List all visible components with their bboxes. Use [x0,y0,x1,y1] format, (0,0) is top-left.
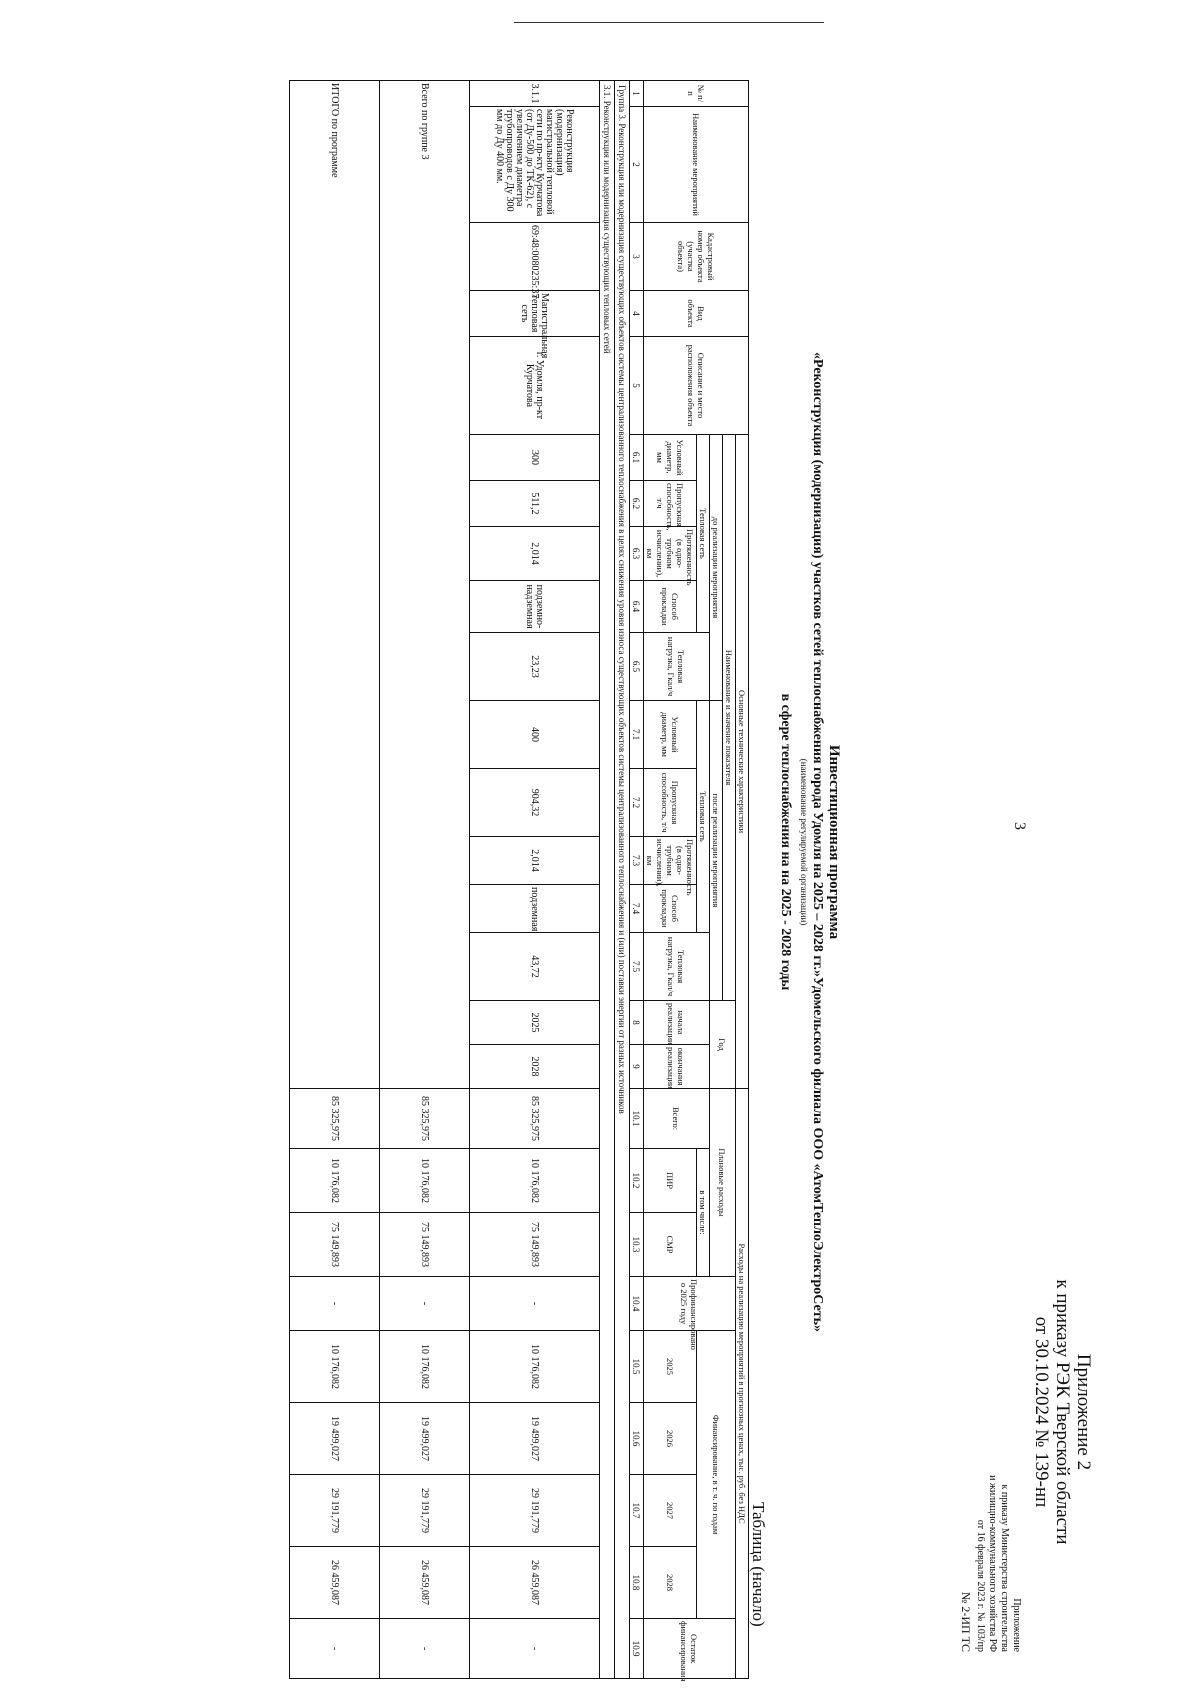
cell-financed: - [470,1277,600,1331]
cell-smr: 75 149,893 [470,1213,600,1277]
column-number: 10.7 [630,1475,644,1547]
appendix-small-l1: Приложение [1011,1598,1022,1652]
cell-cadastral: 69:48:0080235:37 [470,223,600,291]
group-3-1-label: 3.1. Реконструкция или модернизация существующих тепловых сетей [600,81,615,1679]
sum-group-total: 85 325,975 [380,1089,470,1149]
column-number: 7.5 [630,933,644,1001]
h-tech: Основные технические характеристики [736,435,749,1089]
cell-start: 2025 [470,1001,600,1045]
cell-name: Реконструкция (модернизация) магистральной тепловой сети по пр-кту Курчатова (от Ду-500 до ТК-62), с увеличением диаметра трубопроводов с Ду 300 мм до Ду 400 мм. [470,107,600,223]
cell-num: 3.1.1 [470,81,600,107]
sum-group-y2027: 29 191,779 [380,1475,470,1547]
h-length-before: Протяженность (в одно-трубном исчислении), км [644,527,697,581]
column-number: 5 [630,337,644,435]
h-year: Год [710,1001,736,1089]
h-y2026: 2026 [644,1403,697,1475]
h-capacity-before: Пропускная способность, т/ч [644,481,697,527]
column-number: 10.9 [630,1619,644,1679]
h-load-before: Тепловая нагрузка, Гкал/ч [644,633,710,701]
sum-total-total: 85 325,975 [290,1089,380,1149]
program-title-4: в сфере теплоснабжения на на 2025 - 2028 годы [778,693,793,991]
column-number: 7.2 [630,769,644,837]
cell-len-after: 2,014 [470,837,600,885]
sum-group-pir: 10 176,082 [380,1149,470,1213]
program-title-1: Инвестиционная программа [826,744,842,940]
h-num: № п/п [644,81,749,107]
header-row-1 [736,81,749,1679]
column-number: 10.1 [630,1089,644,1149]
cell-d-after: 400 [470,701,600,769]
h-length-after: Протяженность (в одно-трубном исчислении), км [644,837,697,885]
sum-group-row [380,81,470,1679]
program-title-3: (наименование регулируемой организации) [799,758,809,926]
page-number: 3 [1011,822,1028,830]
investment-table [289,80,749,1682]
cell-cap-before: 511,2 [470,481,600,527]
cell-total: 85 325,975 [470,1089,600,1149]
h-y2028: 2028 [644,1547,697,1619]
h-diameter-before: Условный диаметр, мм [644,435,697,481]
cell-location: г. Удомля, пр-кт Курчатова [470,337,600,435]
sum-total-smr: 75 149,893 [290,1213,380,1277]
sum-total-y2027: 29 191,779 [290,1475,380,1547]
h-laying-before: Способ прокладки [644,581,697,633]
column-number: 6.2 [630,481,644,527]
column-number: 10.6 [630,1403,644,1475]
investment-table-wrap [124,80,749,1682]
program-title [777,22,842,1662]
rotated-page [104,22,1094,1682]
h-incl: в том числе: [697,1149,710,1277]
cell-pir: 10 176,082 [470,1149,600,1213]
sum-group-smr: 75 149,893 [380,1213,470,1277]
cell-kind: Магистральная тепловая сеть [470,291,600,337]
cell-y2028: 26 459,087 [470,1547,600,1619]
h-laying-after: Способ прокладки [644,885,697,933]
column-number: 9 [630,1045,644,1089]
cell-load-before: 23,23 [470,633,600,701]
h-end: окончания реализации [644,1045,710,1089]
cell-end: 2028 [470,1045,600,1089]
column-number: 1 [630,81,644,107]
table-tag: Таблица (начало) [749,1502,768,1627]
column-number: 8 [630,1001,644,1045]
h-total: Всего: [644,1089,710,1149]
h-name: Наименование мероприятий [644,107,749,223]
sum-group-financed: - [380,1277,470,1331]
column-number: 6.4 [630,581,644,633]
appendix-line1: Приложение 2 [1073,1353,1094,1471]
column-number: 10.8 [630,1547,644,1619]
h-financed: Профинансировано о 2025 году [644,1277,736,1331]
h-after: после реализации мероприятия [710,701,723,1001]
sum-total-y2028: 26 459,087 [290,1547,380,1619]
column-number: 10.4 [630,1277,644,1331]
cell-rest: - [470,1619,600,1679]
program-title-2: «Реконструкция (модернизация) участков сетей теплоснабжения города Удомля на 2025 – 2028 гг.»Удомельского филиала ООО «АтомТеплоЭлектроСеть» [810,351,825,1333]
h-capacity-after: Пропускная способность, т/ч [644,769,697,837]
group-3-row [615,81,630,1679]
sum-group-y2025: 10 176,082 [380,1331,470,1403]
cell-cap-after: 904,32 [470,769,600,837]
h-pir: ПИР [644,1149,697,1213]
h-before: до реализации мероприятия [710,435,723,701]
table-row [470,81,600,1679]
group-3-label: Группа 3. Реконструкция или модернизация существующих объектов системы централизованного теплоснабжения в целях снижения уровня износа существующих объектов системы централизованного теплоснабжения и (или) поставки энергии от разных источников [615,81,630,1679]
column-number: 6.3 [630,527,644,581]
h-rest: Остаток финансирования [644,1619,736,1679]
h-y2027: 2027 [644,1475,697,1547]
column-number: 7.4 [630,885,644,933]
sum-total-label: ИТОГО по программе [290,81,380,1089]
column-number: 3 [630,223,644,291]
sum-group-label: Всего по группе 3 [380,81,470,1089]
sum-total-financed: - [290,1277,380,1331]
h-expenses: Расходы на реализацию мероприятий в прогнозных ценах, тыс. руб. без НДС [736,1089,749,1679]
sum-total-row [290,81,380,1679]
sum-group-y2028: 26 459,087 [380,1547,470,1619]
sum-total-y2025: 10 176,082 [290,1331,380,1403]
h-diameter-after: Условный диаметр, мм [644,701,697,769]
cell-load-after: 43,72 [470,933,600,1001]
column-number: 10.2 [630,1149,644,1213]
cell-y2026: 19 499,027 [470,1403,600,1475]
sum-total-rest: - [290,1619,380,1679]
column-number: 10.3 [630,1213,644,1277]
cell-y2025: 10 176,082 [470,1331,600,1403]
column-number: 2 [630,107,644,223]
cell-d-before: 300 [470,435,600,481]
column-number: 7.3 [630,837,644,885]
appendix-line2: к приказу РЭК Тверской области [1052,1279,1073,1545]
h-location: Описание и место расположения объекта [644,337,749,435]
h-y2025: 2025 [644,1331,697,1403]
cell-len-before: 2,014 [470,527,600,581]
h-smr: СМР [644,1213,697,1277]
h-planned: Плановые расходы [710,1089,736,1277]
appendix-small [960,1312,1022,1652]
appendix-small-l3: и жилищно-коммунального хозяйства РФ [987,1475,998,1652]
appendix-line3: от 30.10.2024 № 139-нп [1031,1316,1052,1508]
cell-y2027: 29 191,779 [470,1475,600,1547]
appendix-small-l4: от 16 февраля 2023 г. № 103/пр [975,1519,986,1652]
sum-total-pir: 10 176,082 [290,1149,380,1213]
column-number: 10.5 [630,1331,644,1403]
h-network-before: Тепловая сеть [697,435,710,633]
column-number-row [630,81,644,1679]
cell-lay-after: подземная [470,885,600,933]
cell-lay-before: подземно-надземная [470,581,600,633]
sum-group-y2026: 19 499,027 [380,1403,470,1475]
h-cadastral: Кадастровый номер объекта (участка объекта) [644,223,749,291]
h-kind: Вид объекта [644,291,749,337]
column-number: 7.1 [630,701,644,769]
appendix-header [1031,1172,1094,1652]
h-network-after: Тепловая сеть [697,701,710,933]
appendix-small-l5: № 2-ИП ТС [959,1591,973,1652]
h-financing: Финансирование, в т. ч. по годам [697,1331,736,1619]
sum-total-y2026: 19 499,027 [290,1403,380,1475]
column-number: 6.5 [630,633,644,701]
h-start: начала реализации [644,1001,710,1045]
column-number: 4 [630,291,644,337]
group-3-1-row [600,81,615,1679]
column-number: 6.1 [630,435,644,481]
divider [514,22,824,23]
h-load-after: Тепловая нагрузка, Гкал/ч [644,933,710,1001]
appendix-small-l2: к приказу Министерства строительства [999,1484,1010,1652]
h-tech-name: Наименование и значение показателя [723,435,736,1001]
sum-group-rest: - [380,1619,470,1679]
